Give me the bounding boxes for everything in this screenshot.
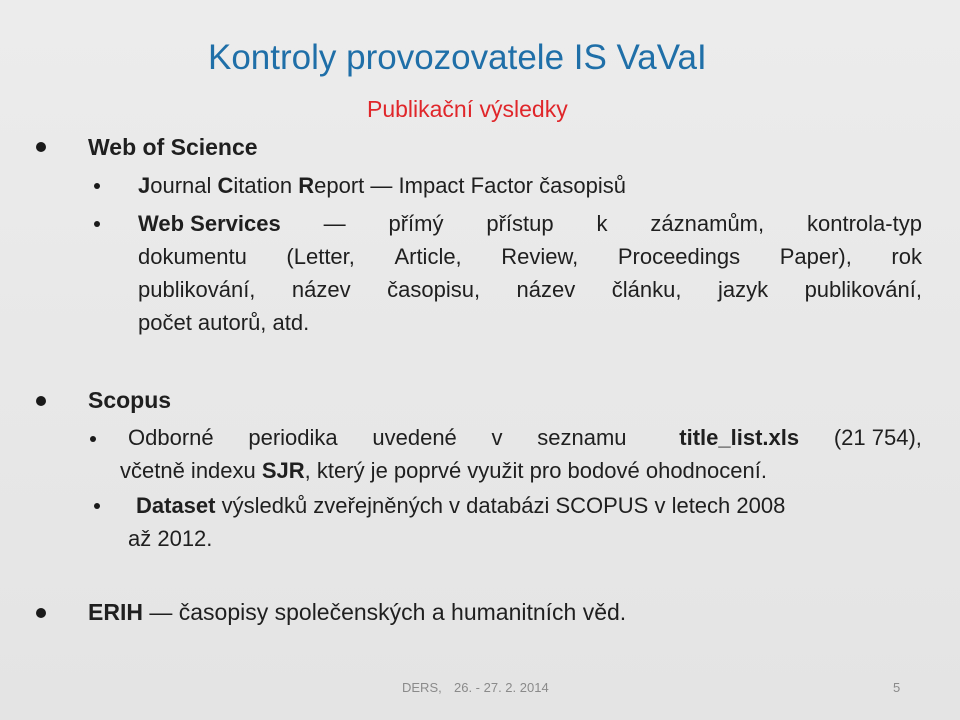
footer-event: DERS,: [402, 680, 442, 695]
services-word: název: [291, 277, 351, 302]
services-line-1: [138, 210, 922, 238]
jcr-description: — Impact Factor časopisů: [364, 173, 626, 198]
services-word: (Letter,: [286, 244, 355, 269]
services-word: Paper),: [779, 244, 852, 269]
dataset-label: Dataset: [136, 493, 216, 518]
jcr-word-journal: ournal: [150, 173, 218, 198]
periodika-word: uvedené: [372, 425, 457, 450]
dataset-line-1: [136, 492, 785, 520]
services-word: záznamům,: [650, 211, 765, 236]
bullet-icon: [94, 503, 100, 509]
services-word: časopisu,: [387, 277, 481, 302]
services-word: k: [596, 211, 608, 236]
wos-heading-text: Web of Science: [88, 134, 258, 160]
bullet-icon: [94, 221, 100, 227]
scopus-heading-text: Scopus: [88, 387, 172, 413]
periodika-text: včetně indexu: [120, 458, 262, 483]
services-word: Article,: [394, 244, 462, 269]
jcr-initial-r: R: [298, 173, 315, 198]
dataset-text: výsledků zveřejněných v databázi SCOPUS v letech 2008: [215, 493, 786, 518]
services-word: jazyk: [717, 277, 769, 302]
scopus-heading: [88, 386, 171, 414]
erih-item: [88, 598, 626, 626]
sjr-label: SJR: [261, 458, 305, 483]
bullet-icon: [36, 608, 46, 618]
jcr-item: [138, 172, 626, 200]
services-word: článku,: [611, 277, 682, 302]
jcr-initial-c: C: [217, 173, 234, 198]
services-word: —: [323, 211, 346, 236]
page-number: 5: [893, 680, 901, 695]
periodika-line-2: [120, 457, 767, 485]
bullet-icon: [94, 183, 100, 189]
jcr-word-report: eport: [314, 173, 365, 198]
services-word: kontrola-typ: [807, 211, 922, 236]
services-word: přímý: [388, 211, 444, 236]
periodika-word: seznamu: [537, 425, 627, 450]
services-word: Proceedings: [617, 244, 741, 269]
services-line-3: [138, 276, 922, 304]
slide-subtitle: Publikační výsledky: [367, 96, 568, 122]
services-word: publikování,: [804, 277, 922, 302]
wos-heading: [88, 133, 258, 161]
slide-title: Kontroly provozovatele IS VaVaI: [208, 38, 707, 77]
periodika-text: , který je poprvé využit pro bodové ohodnocení.: [304, 458, 767, 483]
periodika-word: v: [491, 425, 503, 450]
services-word: rok: [891, 244, 922, 269]
erih-label: ERIH: [88, 599, 143, 625]
services-line-2: [138, 243, 922, 271]
services-word: přístup: [486, 211, 554, 236]
services-word: publikování,: [138, 277, 256, 302]
journal-count: (21 754),: [833, 425, 922, 450]
periodika-line-1: [128, 424, 922, 452]
services-word: Review,: [501, 244, 579, 269]
dataset-line-2: až 2012.: [128, 526, 213, 551]
title-list-file: title_list.xls: [679, 425, 800, 450]
jcr-initial-j: J: [138, 173, 151, 198]
jcr-word-citation: itation: [233, 173, 299, 198]
periodika-word: Odborné: [128, 425, 214, 450]
periodika-word: periodika: [248, 425, 338, 450]
services-word: název: [516, 277, 576, 302]
erih-text: — časopisy společenských a humanitních věd.: [142, 599, 627, 625]
services-name: Web Services: [138, 211, 281, 236]
services-line-4: počet autorů, atd.: [138, 310, 310, 335]
bullet-icon: [90, 436, 96, 442]
bullet-icon: [36, 142, 46, 152]
services-word: dokumentu: [138, 244, 247, 269]
bullet-icon: [36, 396, 46, 406]
footer-date: 26. - 27. 2. 2014: [454, 680, 549, 695]
